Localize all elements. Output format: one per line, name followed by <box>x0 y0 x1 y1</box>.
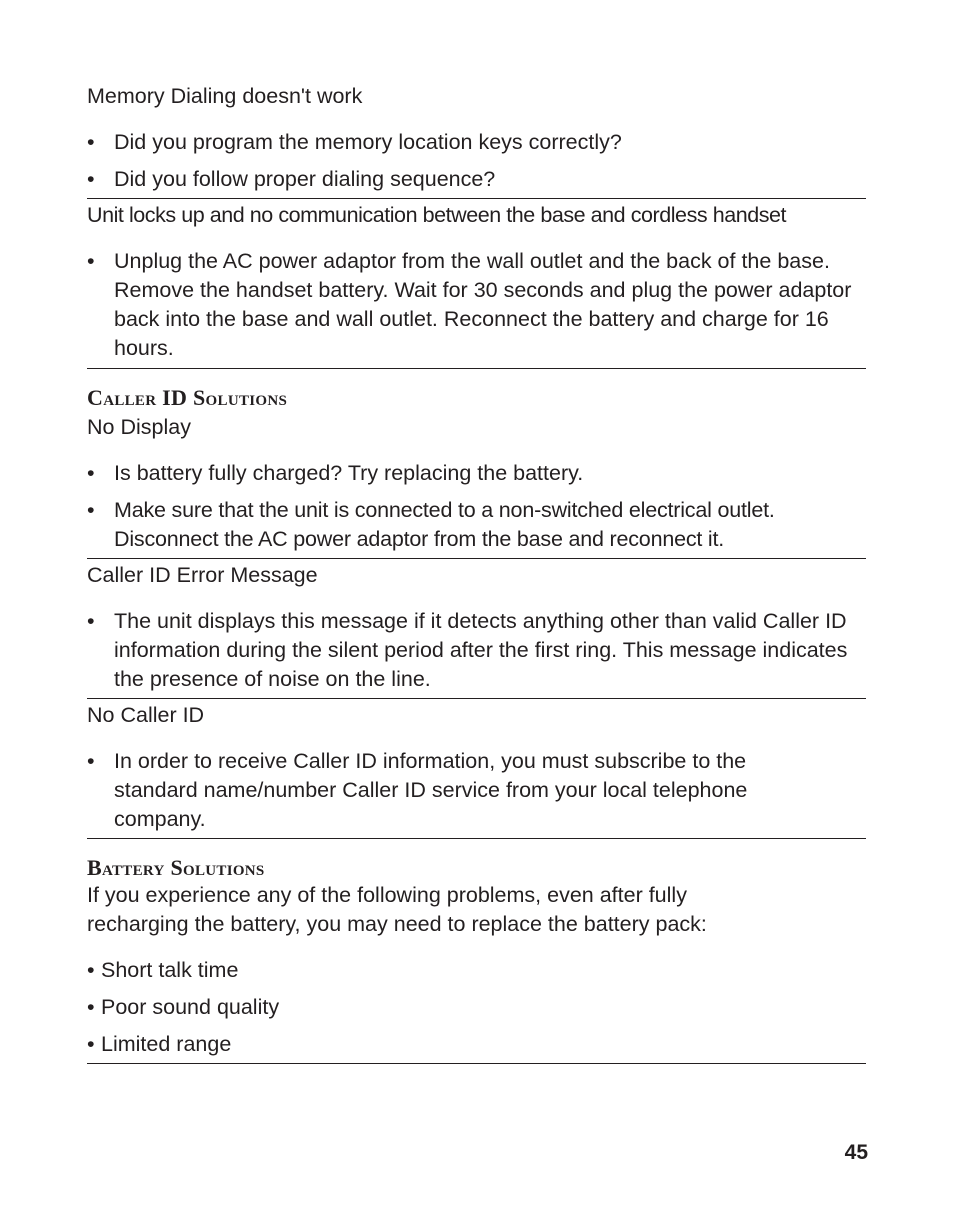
list-item: • Make sure that the unit is connected to a non-switched electrical outlet. Disconnect the AC power adaptor from the base and reconnect it. <box>87 498 775 551</box>
list-item: • Unplug the AC power adaptor from the wall outlet and the back of the base. Remove the handset battery. Wait for 30 seconds and plug the power adaptor back into the base and wall outlet. Reconnect the battery and charge for 16 hours. <box>87 249 852 360</box>
no-caller-id-list <box>87 747 866 834</box>
battery-solutions-title: Battery Solutions <box>87 855 265 880</box>
caller-id-solutions-title: Caller ID Solutions <box>87 385 288 410</box>
no-caller-id-section <box>87 699 866 839</box>
unit-locks-section <box>87 199 866 369</box>
battery-intro: If you experience any of the following problems, even after fully recharging the battery, you may need to replace the battery pack: <box>87 883 707 936</box>
list-item: • In order to receive Caller ID information, you must subscribe to the standard name/number Caller ID service from your local telephone company. <box>87 749 748 831</box>
unit-locks-list <box>87 247 866 363</box>
battery-problems-list <box>87 956 866 1059</box>
bullet-icon: • <box>87 995 95 1019</box>
manual-page <box>87 80 866 1064</box>
bullet-icon: • <box>87 1032 95 1056</box>
bullet-icon: • <box>87 130 95 154</box>
list-item: • Limited range <box>87 1030 866 1059</box>
no-caller-id-heading: No Caller ID <box>87 703 205 727</box>
list-item: • Did you program the memory location keys correctly? <box>87 128 866 157</box>
page-number: 45 <box>844 1141 868 1164</box>
error-message-section <box>87 559 866 699</box>
no-display-section <box>87 411 866 559</box>
memory-dialing-heading: Memory Dialing doesn't work <box>87 84 363 108</box>
list-item: • Short talk time <box>87 956 866 985</box>
bullet-icon: • <box>87 461 95 485</box>
list-item: • The unit displays this message if it detects anything other than valid Caller ID information during the silent period after the first ring. This message indicates the presence of noise on the line. <box>87 609 848 691</box>
bullet-icon: • <box>87 167 95 191</box>
error-message-heading: Caller ID Error Message <box>87 563 318 587</box>
memory-dialing-list <box>87 128 866 194</box>
memory-dialing-section <box>87 80 866 199</box>
list-item: • Poor sound quality <box>87 993 866 1022</box>
bullet-icon: • <box>87 249 95 273</box>
bullet-icon: • <box>87 749 95 773</box>
battery-section <box>87 881 866 1064</box>
bullet-icon: • <box>87 609 95 633</box>
unit-locks-heading: Unit locks up and no communication between the base and cordless handset <box>87 203 787 227</box>
no-display-list <box>87 459 866 554</box>
bullet-icon: • <box>87 958 95 982</box>
error-message-list <box>87 607 866 694</box>
list-item: • Is battery fully charged? Try replacing the battery. <box>87 459 866 488</box>
list-item: • Did you follow proper dialing sequence? <box>87 165 866 194</box>
no-display-heading: No Display <box>87 415 191 439</box>
bullet-icon: • <box>87 498 95 522</box>
